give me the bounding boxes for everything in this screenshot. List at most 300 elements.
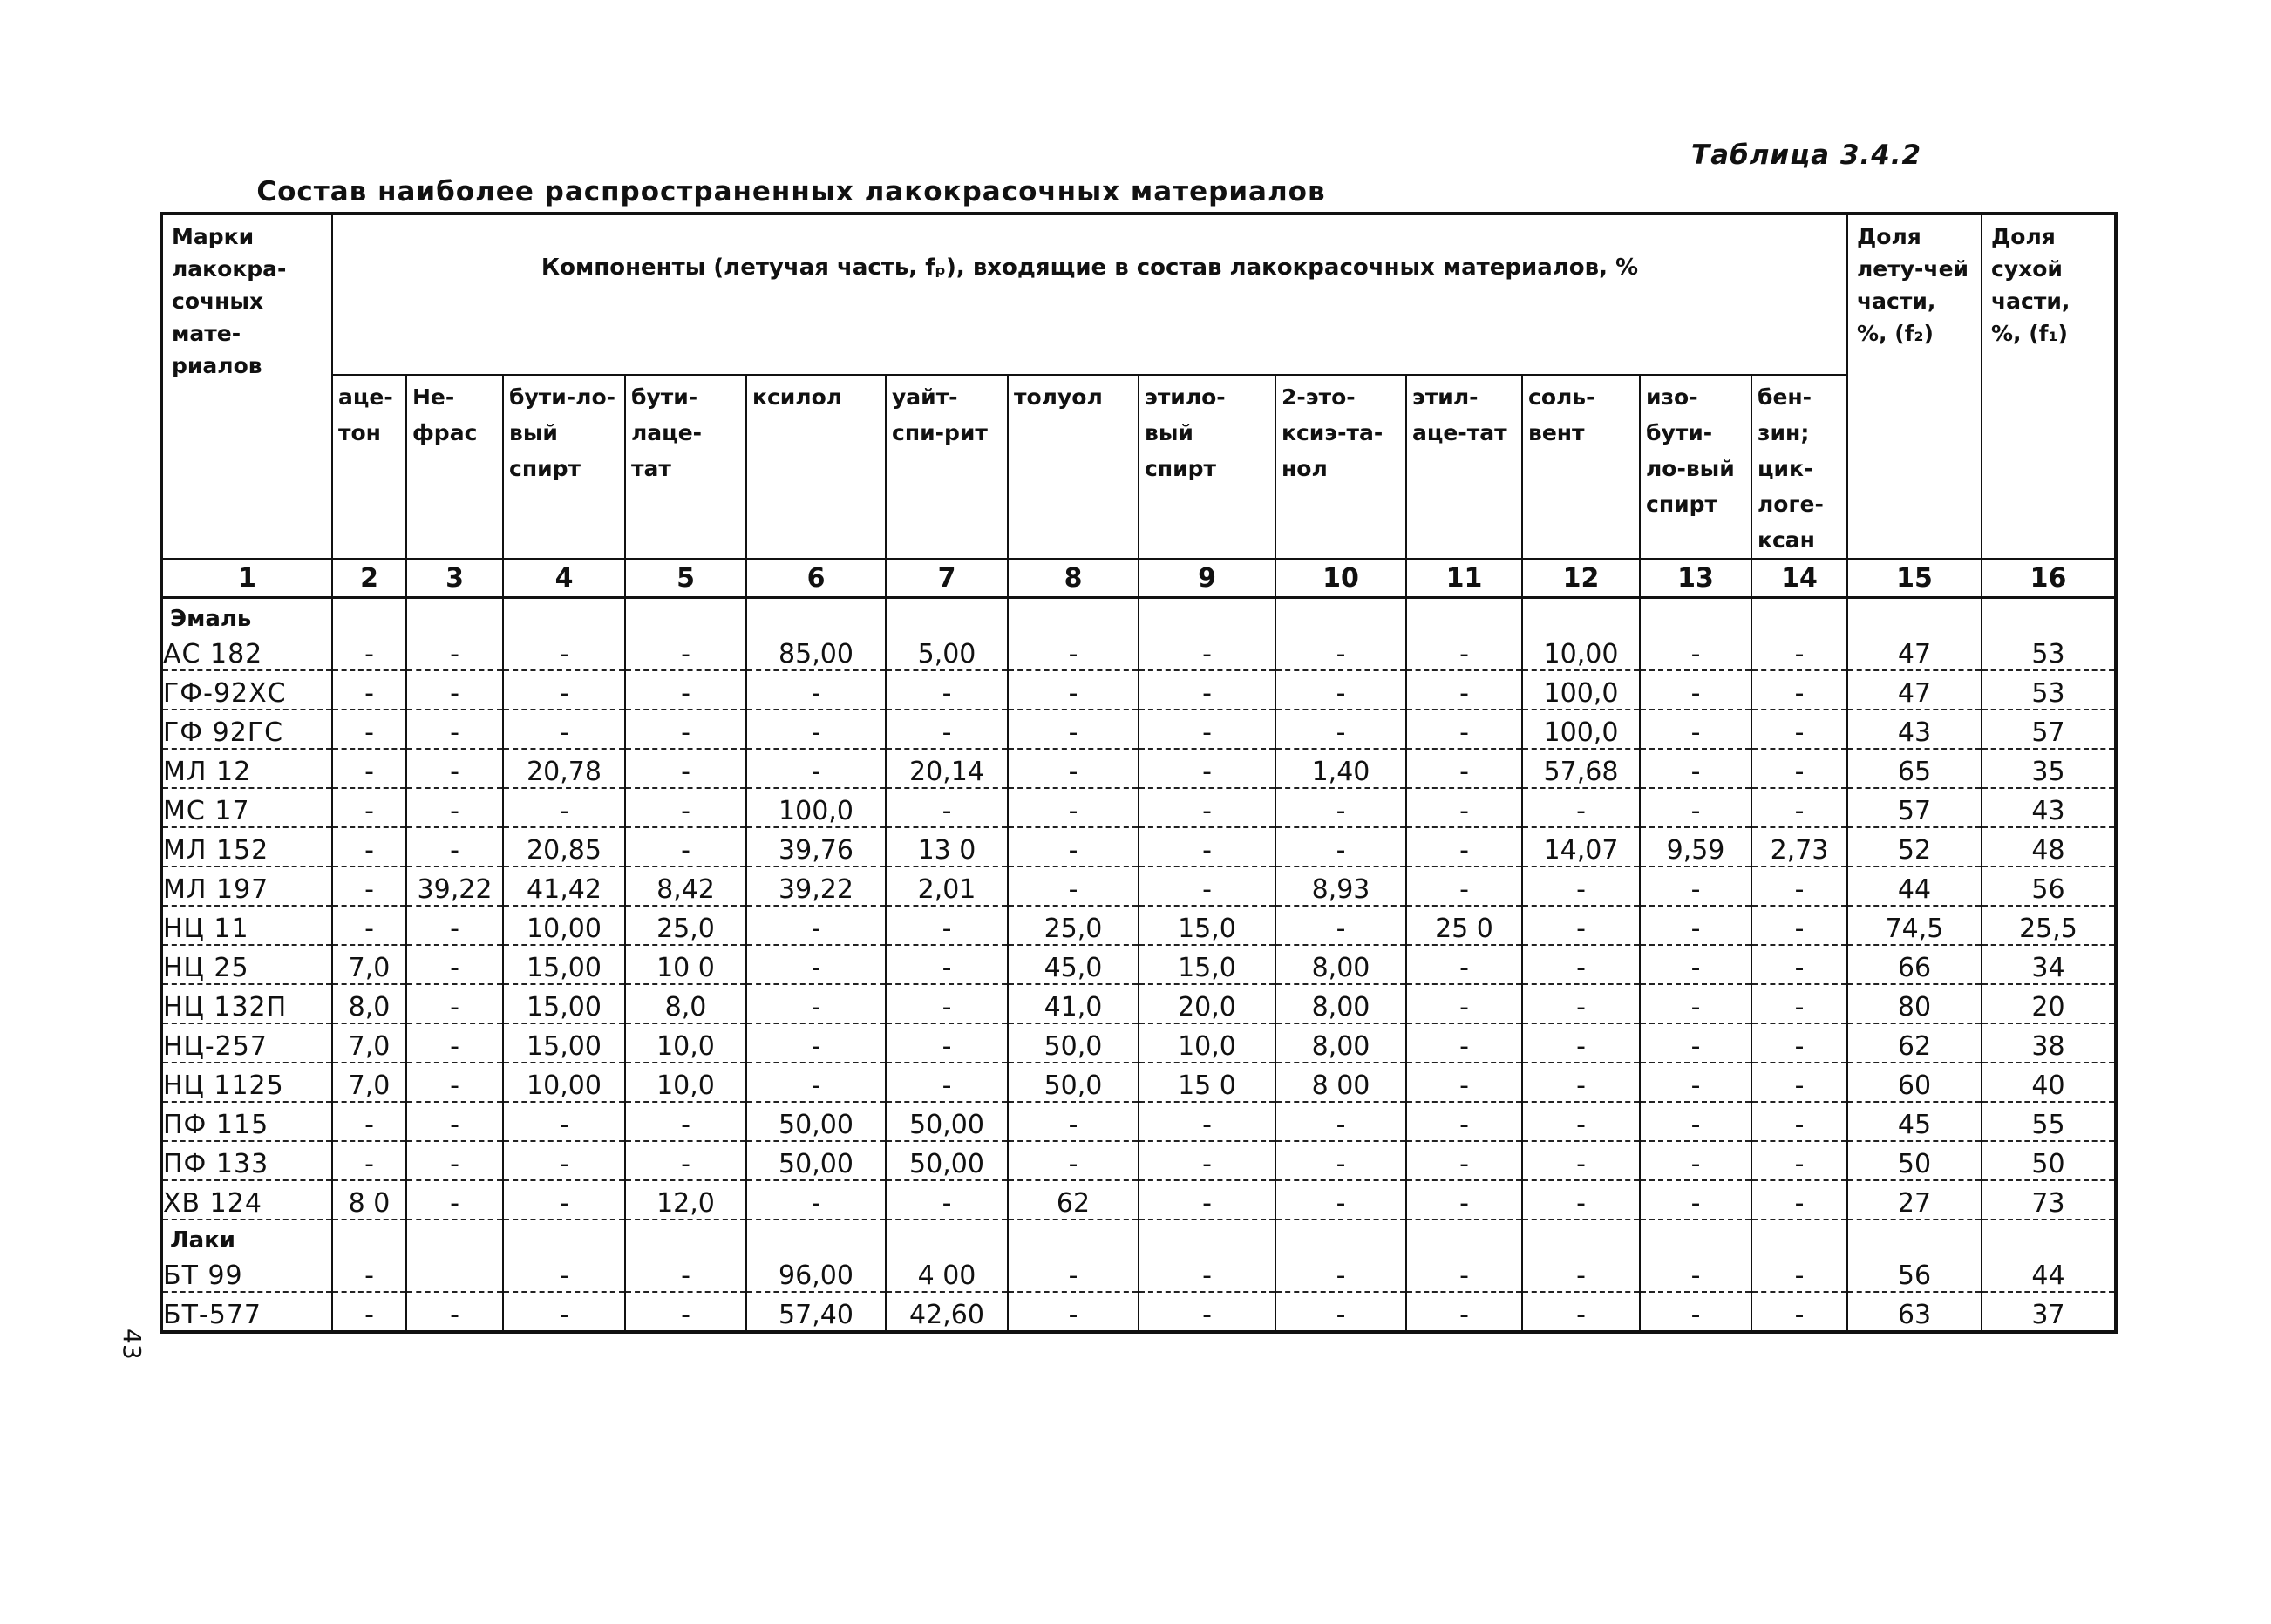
table-cell: 14,07 (1522, 827, 1640, 866)
group-spacer-cell (1522, 598, 1640, 633)
table-cell: - (503, 632, 625, 670)
table-cell: - (1406, 1292, 1522, 1332)
table-cell: 45 (1847, 1102, 1982, 1141)
table-cell: - (1008, 749, 1139, 788)
table-cell: - (886, 670, 1008, 710)
table-cell: - (503, 1180, 625, 1220)
table-cell: - (1522, 866, 1640, 906)
component-header: толуол (1008, 375, 1139, 559)
table-label: Таблица 3.4.2 (1691, 139, 1922, 171)
component-header: бен-зин; цик-логе-ксан (1751, 375, 1847, 559)
table-cell: 7,0 (332, 945, 406, 984)
table-cell: - (1275, 632, 1406, 670)
group-spacer-cell (1640, 598, 1751, 633)
group-spacer-cell (1406, 1220, 1522, 1254)
component-header: соль-вент (1522, 375, 1640, 559)
header-components: Компоненты (летучая часть, fₚ), входящие в состав лакокрасочных материалов, % (332, 214, 1847, 375)
table-cell: 8,42 (625, 866, 746, 906)
table-cell: 100,0 (746, 788, 886, 827)
header-dry-share: Доля сухой части, %, (f₁) (1982, 214, 2116, 559)
table-cell: - (746, 749, 886, 788)
table-cell: - (406, 945, 503, 984)
composition-table (160, 212, 2118, 1334)
table-cell: 10,0 (1139, 1023, 1275, 1063)
table-cell: - (1008, 1102, 1139, 1141)
table-cell: - (1406, 710, 1522, 749)
table-cell: - (503, 1102, 625, 1141)
table-cell: - (1406, 749, 1522, 788)
table-cell: 7,0 (332, 1023, 406, 1063)
material-name: БТ 99 (161, 1254, 332, 1292)
table-cell: - (746, 1023, 886, 1063)
table-cell: - (1406, 1063, 1522, 1102)
table-cell: - (625, 1141, 746, 1180)
group-spacer-cell (1275, 1220, 1406, 1254)
table-cell: - (1640, 1292, 1751, 1332)
table-cell: - (1751, 788, 1847, 827)
table-cell: - (886, 710, 1008, 749)
table-cell: - (332, 1102, 406, 1141)
group-spacer-cell (1008, 598, 1139, 633)
table-cell: - (625, 710, 746, 749)
table-cell: - (1751, 749, 1847, 788)
table-cell: - (1751, 1180, 1847, 1220)
table-cell: - (1640, 1141, 1751, 1180)
table-cell: - (1640, 866, 1751, 906)
table-cell: - (746, 710, 886, 749)
column-number: 10 (1275, 559, 1406, 598)
table-cell: - (746, 1180, 886, 1220)
table-cell: - (886, 788, 1008, 827)
table-cell (406, 1254, 503, 1292)
table-cell: - (1640, 710, 1751, 749)
table-cell: 15,00 (503, 984, 625, 1023)
table-cell: 100,0 (1522, 670, 1640, 710)
group-spacer-cell (1008, 1220, 1139, 1254)
table-cell: - (332, 788, 406, 827)
table-cell: 41,42 (503, 866, 625, 906)
group-spacer-cell (332, 1220, 406, 1254)
table-row (161, 632, 2116, 670)
material-name: НЦ 25 (161, 945, 332, 984)
table-cell: - (1139, 1102, 1275, 1141)
table-cell: 8,00 (1275, 984, 1406, 1023)
table-cell: 10 0 (625, 945, 746, 984)
table-cell: 48 (1982, 827, 2116, 866)
table-cell: - (1522, 1292, 1640, 1332)
column-number: 9 (1139, 559, 1275, 598)
table-cell: - (1522, 984, 1640, 1023)
column-number: 13 (1640, 559, 1751, 598)
column-number: 8 (1008, 559, 1139, 598)
table-cell: - (1522, 1254, 1640, 1292)
table-cell: 74,5 (1847, 906, 1982, 945)
table-cell: - (1008, 1292, 1139, 1332)
group-row (161, 598, 2116, 633)
column-number: 11 (1406, 559, 1522, 598)
table-cell: 15,00 (503, 945, 625, 984)
table-cell: 53 (1982, 670, 2116, 710)
table-cell: 25,5 (1982, 906, 2116, 945)
table-cell: 56 (1847, 1254, 1982, 1292)
table-cell: - (1275, 670, 1406, 710)
table-cell: 8,93 (1275, 866, 1406, 906)
table-cell: 41,0 (1008, 984, 1139, 1023)
group-spacer-cell (1847, 598, 1982, 633)
table-cell: - (406, 1292, 503, 1332)
page-number: 43 (118, 1328, 146, 1360)
table-cell: - (1139, 670, 1275, 710)
table-row (161, 670, 2116, 710)
group-spacer-cell (503, 1220, 625, 1254)
table-cell: 43 (1982, 788, 2116, 827)
table-cell: 80 (1847, 984, 1982, 1023)
material-name: ГФ-92ХС (161, 670, 332, 710)
material-name: МЛ 152 (161, 827, 332, 866)
group-spacer-cell (1982, 598, 2116, 633)
table-row (161, 906, 2116, 945)
table-cell: - (406, 906, 503, 945)
table-cell: 62 (1008, 1180, 1139, 1220)
table-cell: - (1008, 710, 1139, 749)
table-cell: 8,0 (625, 984, 746, 1023)
table-cell: - (332, 749, 406, 788)
table-cell: - (1275, 827, 1406, 866)
material-name: НЦ 11 (161, 906, 332, 945)
table-cell: 57 (1847, 788, 1982, 827)
group-row (161, 1220, 2116, 1254)
table-row (161, 788, 2116, 827)
table-cell: 15,0 (1139, 945, 1275, 984)
table-cell: - (886, 1180, 1008, 1220)
group-title: Эмаль (161, 598, 332, 633)
table-cell: - (746, 906, 886, 945)
table-cell: - (332, 827, 406, 866)
table-cell: 12,0 (625, 1180, 746, 1220)
column-number: 5 (625, 559, 746, 598)
table-cell: - (1406, 984, 1522, 1023)
table-cell: - (1406, 866, 1522, 906)
column-number: 3 (406, 559, 503, 598)
table-cell: - (1640, 670, 1751, 710)
table-cell: - (406, 710, 503, 749)
table-cell: - (746, 984, 886, 1023)
table-cell: - (1275, 1102, 1406, 1141)
table-cell: - (1751, 945, 1847, 984)
table-cell: - (406, 827, 503, 866)
table-cell: - (1139, 749, 1275, 788)
material-name: ГФ 92ГС (161, 710, 332, 749)
component-header: ксилол (746, 375, 886, 559)
table-cell: 25,0 (625, 906, 746, 945)
group-spacer-cell (1406, 598, 1522, 633)
table-cell: - (503, 788, 625, 827)
table-cell: - (1008, 670, 1139, 710)
table-cell: - (503, 1254, 625, 1292)
table-cell: - (1139, 632, 1275, 670)
table-caption (0, 176, 2271, 207)
table-cell: - (1139, 1141, 1275, 1180)
material-name: НЦ 1125 (161, 1063, 332, 1102)
table-cell: 39,76 (746, 827, 886, 866)
material-name: АС 182 (161, 632, 332, 670)
table-cell: 100,0 (1522, 710, 1640, 749)
material-name: ПФ 133 (161, 1141, 332, 1180)
table-cell: - (1139, 827, 1275, 866)
table-cell: - (332, 632, 406, 670)
component-header: 2-это-ксиэ-та-нол (1275, 375, 1406, 559)
table-cell: 47 (1847, 670, 1982, 710)
table-cell: - (1751, 906, 1847, 945)
table-cell: - (1139, 1180, 1275, 1220)
table-cell: - (406, 1102, 503, 1141)
table-cell: - (406, 788, 503, 827)
table-cell: - (1522, 1180, 1640, 1220)
group-spacer-cell (746, 1220, 886, 1254)
component-header: бути-лаце-тат (625, 375, 746, 559)
table-cell: - (332, 1292, 406, 1332)
table-cell: - (1522, 906, 1640, 945)
column-number: 16 (1982, 559, 2116, 598)
table-cell: 57,68 (1522, 749, 1640, 788)
table-cell: 50 (1847, 1141, 1982, 1180)
table-cell: - (332, 906, 406, 945)
component-header: изо-бути-ло-вый спирт (1640, 375, 1751, 559)
table-cell: - (886, 984, 1008, 1023)
table-cell: 50,0 (1008, 1063, 1139, 1102)
table-cell: 10,0 (625, 1063, 746, 1102)
table-cell: - (1406, 1141, 1522, 1180)
table-cell: - (746, 1063, 886, 1102)
table-cell: - (1522, 1063, 1640, 1102)
component-header: аце-тон (332, 375, 406, 559)
table-cell: 65 (1847, 749, 1982, 788)
column-number-row (161, 559, 2116, 598)
group-spacer-cell (746, 598, 886, 633)
table-cell: - (1640, 1063, 1751, 1102)
table-cell: 10,00 (503, 1063, 625, 1102)
table-cell: 25,0 (1008, 906, 1139, 945)
group-spacer-cell (886, 1220, 1008, 1254)
table-cell: - (1751, 1292, 1847, 1332)
group-spacer-cell (1847, 1220, 1982, 1254)
group-spacer-cell (1751, 1220, 1847, 1254)
table-cell: - (406, 749, 503, 788)
table-cell: - (332, 866, 406, 906)
table-cell: 20,85 (503, 827, 625, 866)
table-cell: 63 (1847, 1292, 1982, 1332)
table-cell: - (1751, 632, 1847, 670)
table-cell: 8,00 (1275, 1023, 1406, 1063)
header-brand: Марки лакокра-сочных мате-риалов (161, 214, 332, 559)
table-cell: - (1275, 1292, 1406, 1332)
table-cell: - (503, 670, 625, 710)
table-cell: 57 (1982, 710, 2116, 749)
header-volatile-share: Доля лету-чей части, %, (f₂) (1847, 214, 1982, 559)
group-spacer-cell (1640, 1220, 1751, 1254)
table-cell: - (625, 827, 746, 866)
table-cell: - (406, 984, 503, 1023)
table-cell: - (625, 632, 746, 670)
group-spacer-cell (1139, 598, 1275, 633)
table-cell: - (625, 1292, 746, 1332)
column-number: 4 (503, 559, 625, 598)
table-cell: - (1522, 945, 1640, 984)
table-cell: 20 (1982, 984, 2116, 1023)
table-cell: - (1275, 1254, 1406, 1292)
table-cell: - (746, 670, 886, 710)
table-cell: 25 0 (1406, 906, 1522, 945)
table-cell: - (1751, 1141, 1847, 1180)
group-spacer-cell (406, 598, 503, 633)
table-cell: - (625, 1254, 746, 1292)
table-cell: 40 (1982, 1063, 2116, 1102)
table-row (161, 827, 2116, 866)
group-spacer-cell (1751, 598, 1847, 633)
material-name: БТ-577 (161, 1292, 332, 1332)
table-cell: - (1406, 1254, 1522, 1292)
column-number: 2 (332, 559, 406, 598)
table-cell: - (886, 945, 1008, 984)
table-cell: - (1008, 1254, 1139, 1292)
table-cell: 8,00 (1275, 945, 1406, 984)
table-cell: 57,40 (746, 1292, 886, 1332)
table-cell: 10,00 (1522, 632, 1640, 670)
table-cell: - (1640, 906, 1751, 945)
table-cell: - (1008, 632, 1139, 670)
component-header: уайт-спи-рит (886, 375, 1008, 559)
table-cell: - (406, 670, 503, 710)
table-cell: 10,00 (503, 906, 625, 945)
group-spacer-cell (886, 598, 1008, 633)
table-cell: - (1139, 1292, 1275, 1332)
table-cell: - (1640, 632, 1751, 670)
table-cell: - (406, 632, 503, 670)
table-cell: 27 (1847, 1180, 1982, 1220)
table-cell: - (406, 1141, 503, 1180)
table-cell: - (625, 749, 746, 788)
column-number: 12 (1522, 559, 1640, 598)
table-cell: - (1008, 827, 1139, 866)
table-row (161, 1141, 2116, 1180)
table-cell: 50,0 (1008, 1023, 1139, 1063)
table-cell: 60 (1847, 1063, 1982, 1102)
table-cell: - (1640, 1102, 1751, 1141)
table-cell: - (1640, 788, 1751, 827)
table-cell: - (1522, 1023, 1640, 1063)
table-cell: - (332, 1141, 406, 1180)
table-cell: - (886, 906, 1008, 945)
table-cell: 50,00 (886, 1141, 1008, 1180)
table-cell: 50,00 (746, 1141, 886, 1180)
table-cell: - (1406, 632, 1522, 670)
table-row (161, 866, 2116, 906)
table-cell: 50,00 (886, 1102, 1008, 1141)
material-name: ПФ 115 (161, 1102, 332, 1141)
group-spacer-cell (1275, 598, 1406, 633)
table-cell: - (503, 1292, 625, 1332)
component-header: Не-фрас (406, 375, 503, 559)
table-row (161, 1292, 2116, 1332)
column-number: 6 (746, 559, 886, 598)
table-cell: 38 (1982, 1023, 2116, 1063)
material-name: МЛ 197 (161, 866, 332, 906)
table-cell: - (1406, 827, 1522, 866)
table-cell: 10,0 (625, 1023, 746, 1063)
table-cell: - (1008, 866, 1139, 906)
table-cell: - (1522, 1141, 1640, 1180)
table-cell: 50 (1982, 1141, 2116, 1180)
table-row (161, 1180, 2116, 1220)
table-cell: 15,00 (503, 1023, 625, 1063)
table-row (161, 945, 2116, 984)
material-name: НЦ 132П (161, 984, 332, 1023)
table-cell: 45,0 (1008, 945, 1139, 984)
table-cell: - (332, 710, 406, 749)
table-cell: - (1751, 1063, 1847, 1102)
table-cell: 85,00 (746, 632, 886, 670)
table-cell: - (1640, 984, 1751, 1023)
table-cell: 8 0 (332, 1180, 406, 1220)
group-spacer-cell (406, 1220, 503, 1254)
table-cell: - (1406, 945, 1522, 984)
table-cell: - (1139, 866, 1275, 906)
table-cell: 56 (1982, 866, 2116, 906)
table-row (161, 1254, 2116, 1292)
table-caption-text: Состав наиболее распространенных лакокрасочных материалов (256, 176, 1326, 207)
material-name: МЛ 12 (161, 749, 332, 788)
table-cell: 39,22 (746, 866, 886, 906)
table-cell: 44 (1982, 1254, 2116, 1292)
table-row (161, 1023, 2116, 1063)
table-cell: 53 (1982, 632, 2116, 670)
table-cell: 39,22 (406, 866, 503, 906)
table-cell: 2,73 (1751, 827, 1847, 866)
table-cell: - (1640, 749, 1751, 788)
table-cell: - (1406, 670, 1522, 710)
table-cell: - (1406, 1180, 1522, 1220)
table-cell: - (406, 1180, 503, 1220)
group-spacer-cell (1982, 1220, 2116, 1254)
table-cell: 20,0 (1139, 984, 1275, 1023)
component-header: бути-ло-вый спирт (503, 375, 625, 559)
table-cell: 47 (1847, 632, 1982, 670)
table-cell: 62 (1847, 1023, 1982, 1063)
table-cell: - (1751, 1023, 1847, 1063)
table-cell: 96,00 (746, 1254, 886, 1292)
table-cell: 20,14 (886, 749, 1008, 788)
table-cell: - (503, 1141, 625, 1180)
table-cell: - (625, 788, 746, 827)
table-cell: - (1640, 945, 1751, 984)
table-cell: - (625, 1102, 746, 1141)
table-cell: - (1751, 1254, 1847, 1292)
table-cell: 5,00 (886, 632, 1008, 670)
table-cell: - (1008, 788, 1139, 827)
table-cell: 35 (1982, 749, 2116, 788)
table-cell: 9,59 (1640, 827, 1751, 866)
table-row (161, 1102, 2116, 1141)
table-cell: - (1139, 788, 1275, 827)
group-spacer-cell (1139, 1220, 1275, 1254)
table-row (161, 749, 2116, 788)
table-cell: - (886, 1063, 1008, 1102)
table-cell: 15,0 (1139, 906, 1275, 945)
table-cell: 8 00 (1275, 1063, 1406, 1102)
column-number: 14 (1751, 559, 1847, 598)
table-cell: - (1139, 710, 1275, 749)
table-cell: - (1275, 906, 1406, 945)
